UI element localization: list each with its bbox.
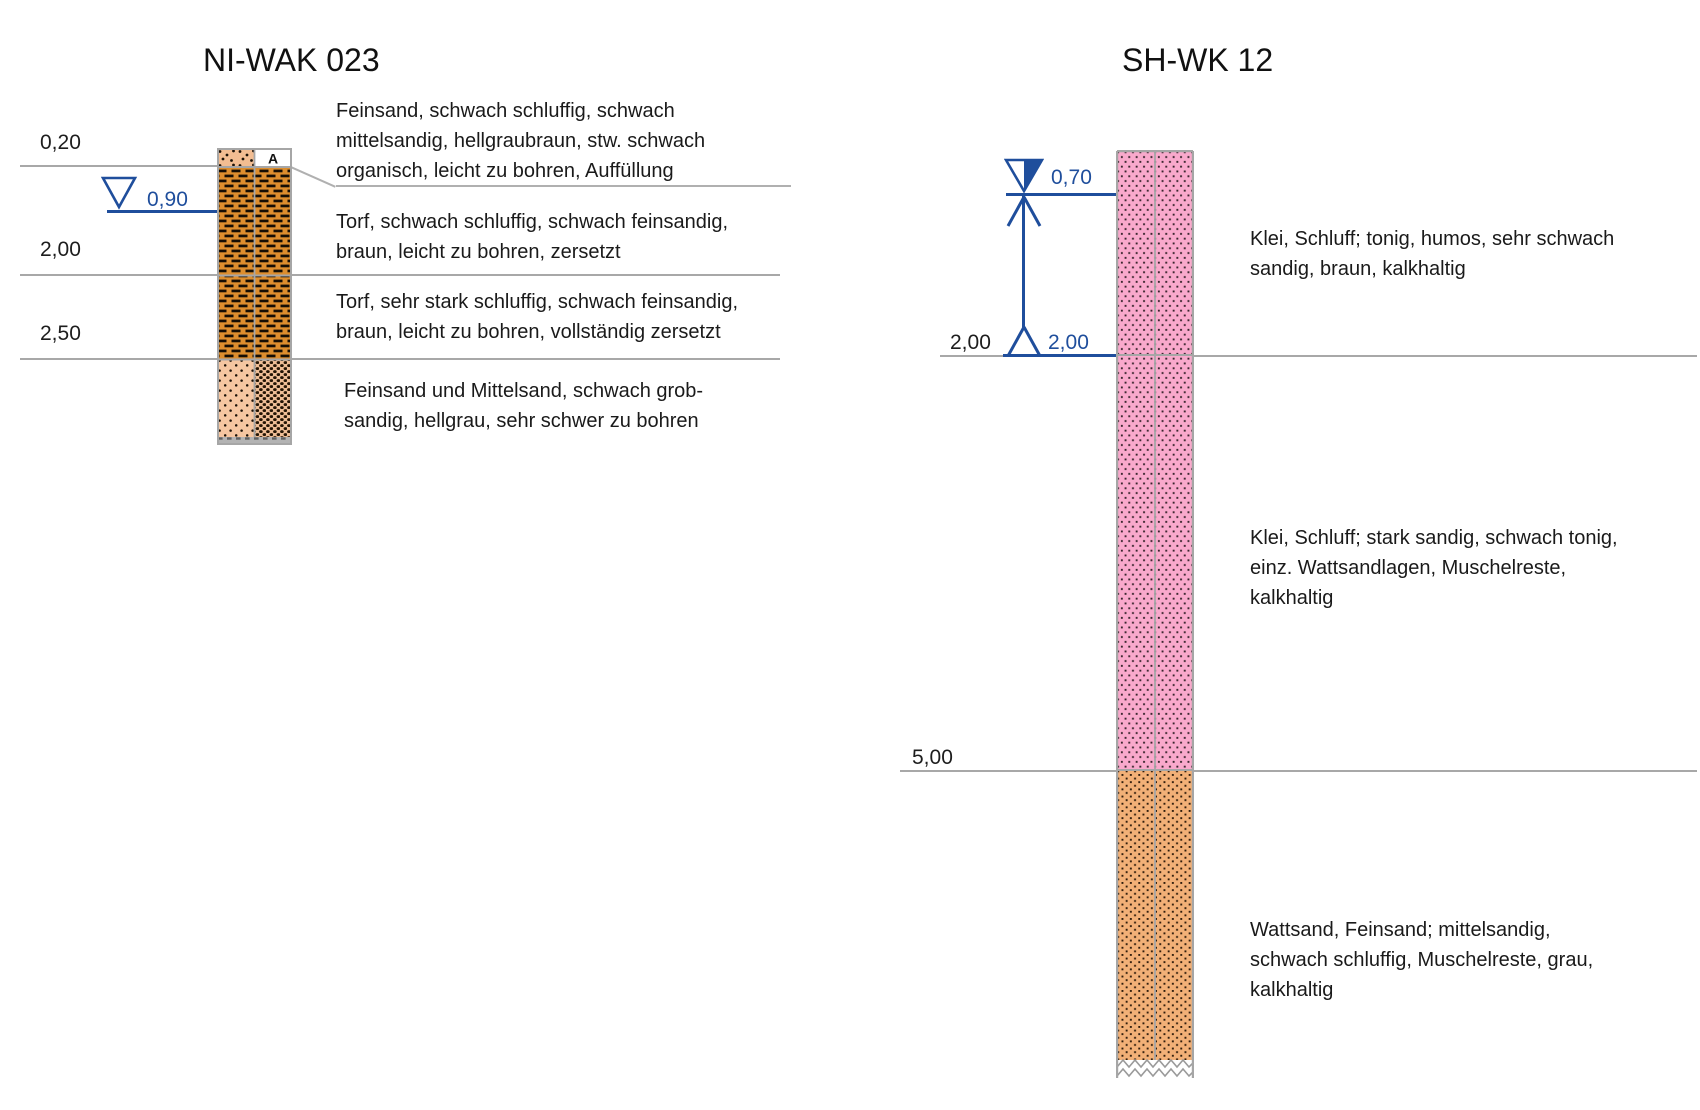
layer-feinsand [218,360,255,438]
layer-description: Wattsand, Feinsand; mittelsandig, schwach schluffig, Muschelreste, grau, kalkhaltig [1250,919,1594,1001]
layer-description: Klei, Schluff; stark sandig, schwach tonig, einz. Wattsandlagen, Muschelreste, kalkhaltig [1250,527,1618,609]
dimension-base-line [1003,354,1118,357]
borehole-column-right [1116,150,1194,1083]
depth-label-2-00-right: 2,00 [950,331,991,354]
borehole-column-left [217,148,292,445]
depth-line-5-00 [900,770,1697,772]
depth-line-2-00-left [20,274,780,276]
layer-description: Torf, sehr stark schluffig, schwach feinsandig, braun, leicht zu bohren, vollständig zersetzt [336,291,739,343]
depth-line-0-20 [20,165,217,167]
borehole-title-left: NI-WAK 023 [203,42,380,78]
leader-diagonal-line [290,166,335,187]
depth-label-0-20: 0,20 [40,131,81,154]
borehole-title-right: SH-WK 12 [1122,42,1274,78]
depth-label-2-50: 2,50 [40,322,81,345]
dimension-value-label: 2,00 [1048,331,1089,354]
sample-label: A [267,150,279,167]
dimension-arrow-up-icon [1004,195,1044,229]
groundwater-triangle-icon [1004,158,1044,194]
layer-description: Feinsand, schwach schluffig, schwach mittelsandig, hellgraubraun, stw. schwach organisch, leicht zu bohren, Auffüllung [336,100,706,182]
depth-label-2-00-left: 2,00 [40,238,81,261]
layer-description: Feinsand und Mittelsand, schwach grob- sandig, hellgrau, sehr schwer zu bohren [344,380,704,432]
groundwater-triangle-icon [100,176,138,210]
layer-description: Torf, schwach schluffig, schwach feinsandig, braun, leicht zu bohren, zersetzt [336,211,729,263]
depth-label-5-00: 5,00 [912,746,953,769]
groundwater-depth-label-left: 0,90 [147,188,188,211]
groundwater-depth-label-right: 0,70 [1051,166,1092,189]
layer-fill-sand [218,149,255,167]
depth-line-2-50 [20,358,780,360]
layer-mittelsand [255,360,292,438]
layer-description: Klei, Schluff; tonig, humos, sehr schwach sandig, braun, kalkhaltig [1250,228,1615,280]
column-base-band [218,437,291,444]
